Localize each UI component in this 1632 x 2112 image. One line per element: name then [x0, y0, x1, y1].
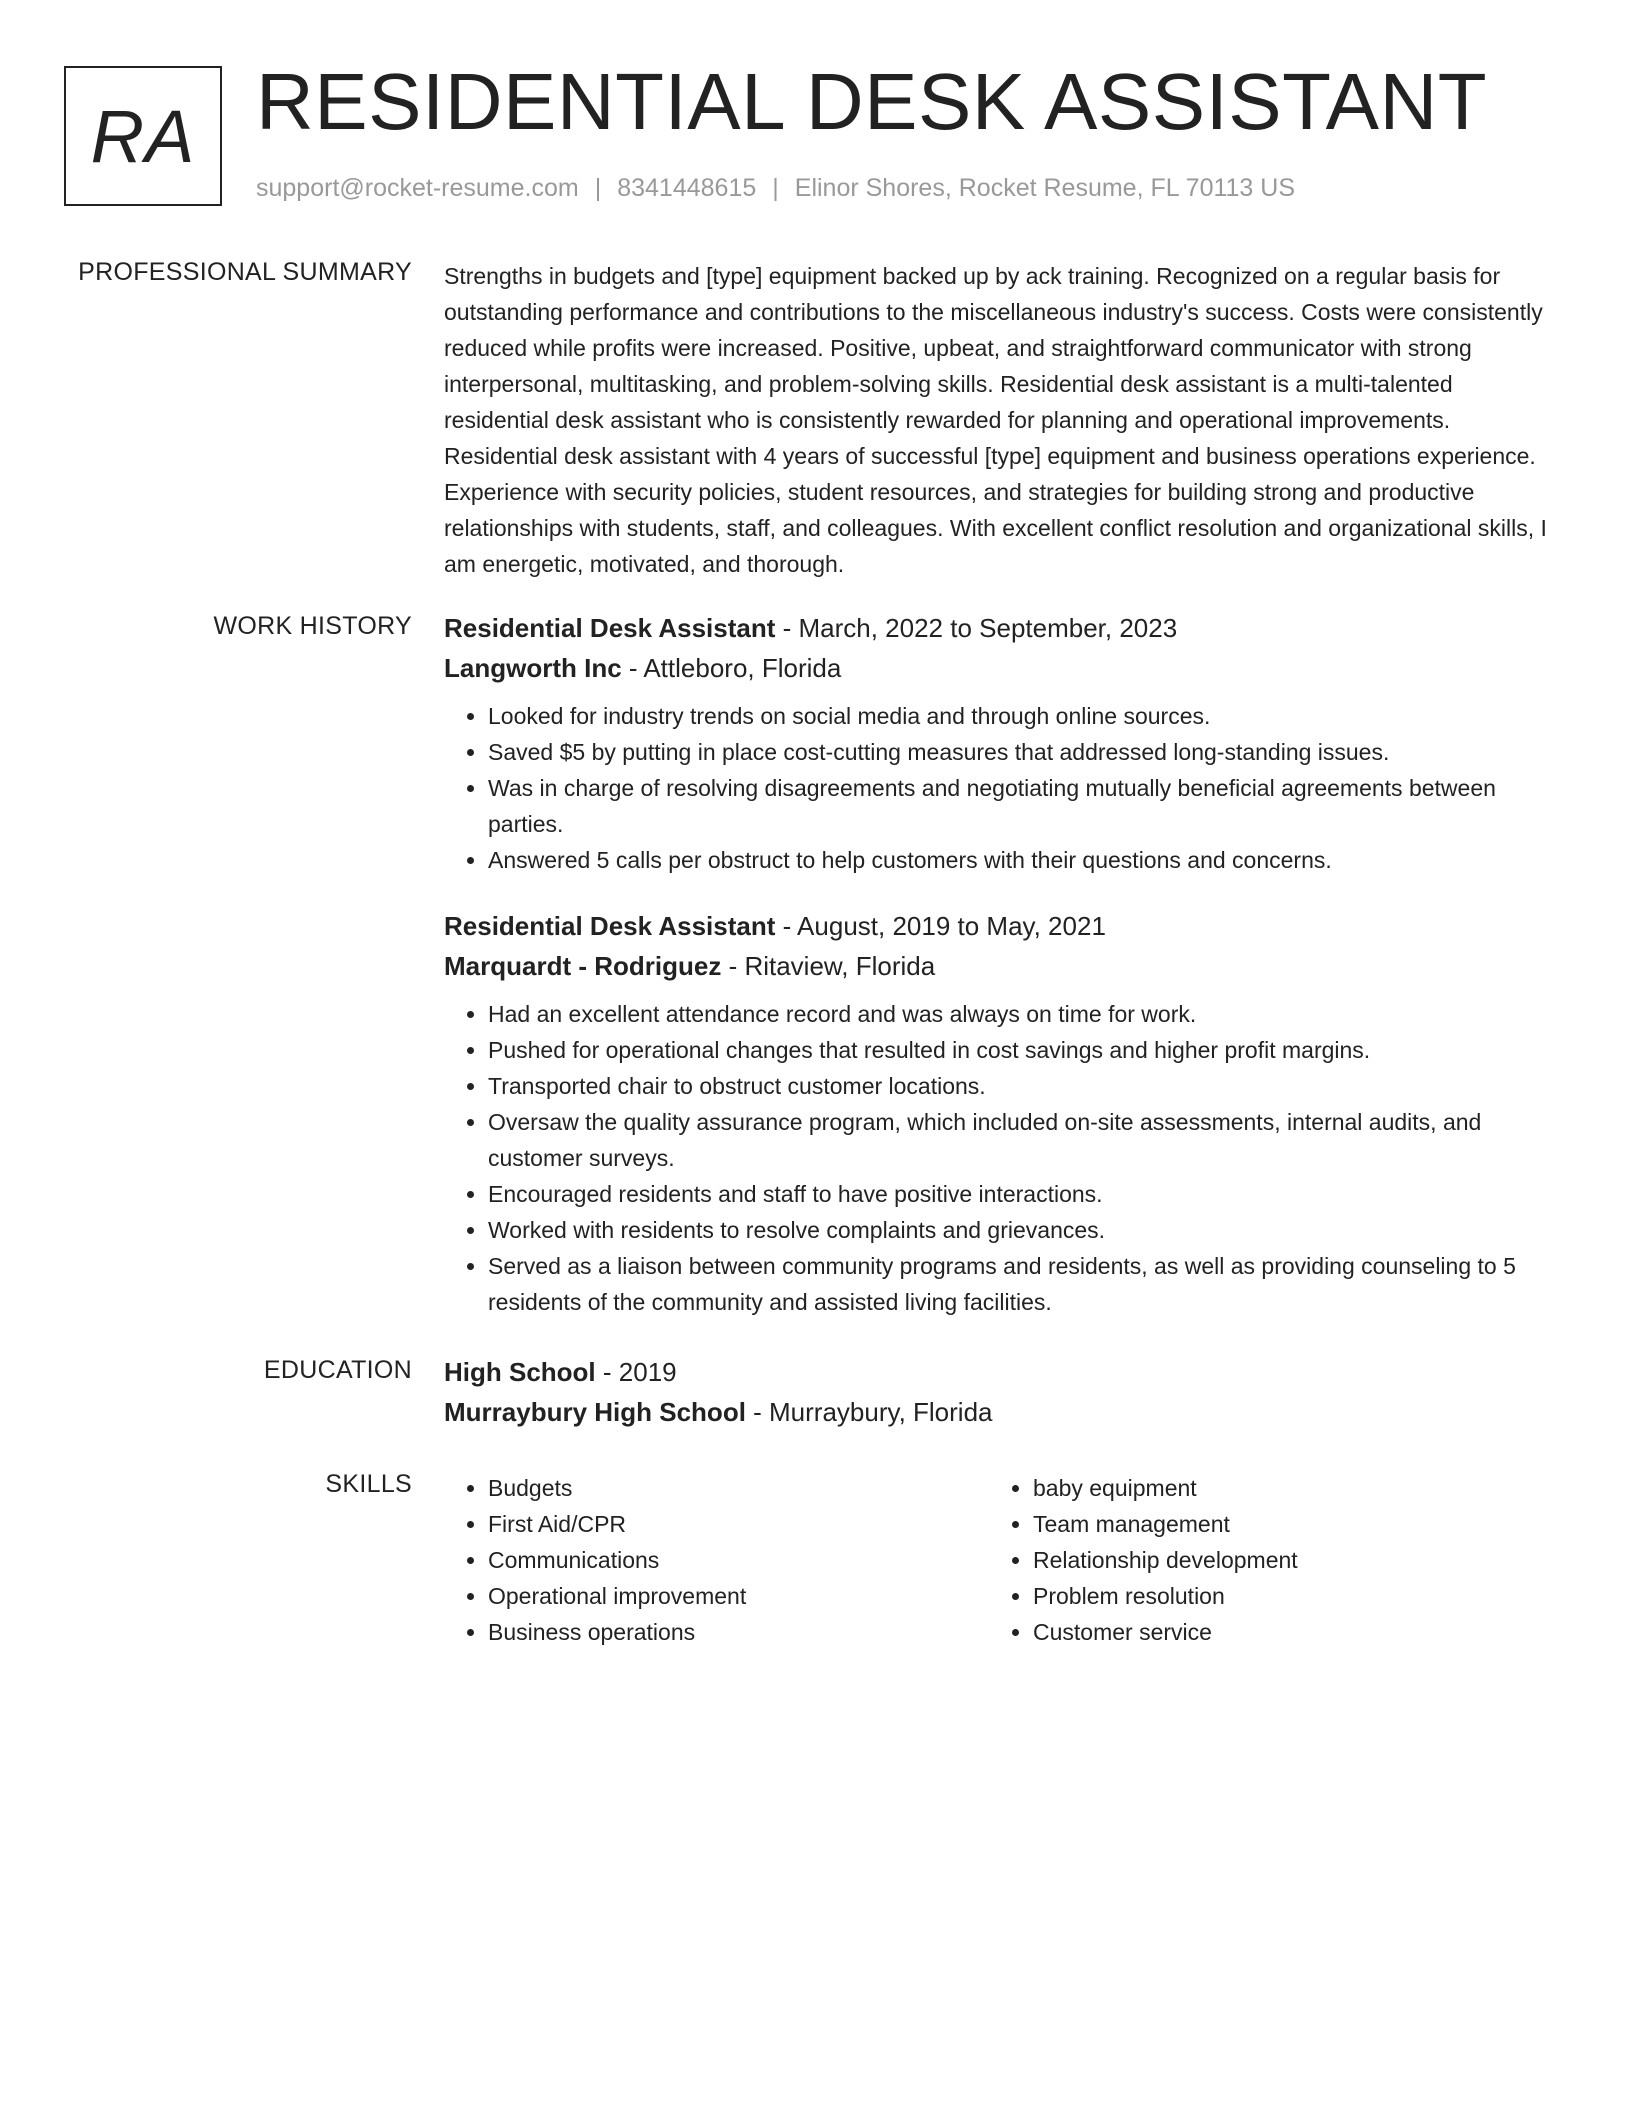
summary-body	[444, 258, 1548, 582]
job-entry	[444, 608, 1548, 878]
skill-item: • Customer service	[1033, 1614, 1534, 1650]
job-duty: • Encouraged residents and staff to have positive interactions.	[488, 1176, 1548, 1212]
contact-separator: |	[594, 174, 602, 202]
job-duty: • Transported chair to obstruct customer locations.	[488, 1068, 1548, 1104]
job-title-line	[444, 906, 1548, 946]
skills-list-left	[444, 1470, 989, 1650]
job-duty: • Worked with residents to resolve complaints and grievances.	[488, 1212, 1548, 1248]
contact-email: support@rocket-resume.com	[256, 174, 579, 202]
job-title: Residential Desk Assistant	[444, 911, 776, 941]
skill-item: • baby equipment	[1033, 1470, 1534, 1506]
skill-item: • Problem resolution	[1033, 1578, 1534, 1614]
job-company: Marquardt - Rodriguez	[444, 951, 722, 981]
contact-phone: 8341448615	[617, 174, 757, 202]
education-degree-line	[444, 1352, 1548, 1392]
skill-item: • Team management	[1033, 1506, 1534, 1542]
job-company-line	[444, 648, 1548, 688]
skills-grid	[444, 1470, 1548, 1650]
job-duty: • Served as a liaison between community programs and residents, as well as providing counseling to 5 residents of the community and assisted living facilities.	[488, 1248, 1548, 1320]
education-body	[444, 1352, 1548, 1432]
skill-item: • Operational improvement	[488, 1578, 989, 1614]
skill-item: • Budgets	[488, 1470, 989, 1506]
job-entry	[444, 906, 1548, 1320]
skill-item: • Business operations	[488, 1614, 989, 1650]
skills-body	[444, 1470, 1548, 1650]
job-title-line	[444, 608, 1548, 648]
contact-separator: |	[772, 174, 779, 202]
section-heading-work-history: WORK HISTORY	[213, 612, 412, 640]
section-heading-education: EDUCATION	[263, 1356, 412, 1384]
job-duty: • Oversaw the quality assurance program, which included on-site assessments, internal audits, and customer surveys.	[488, 1104, 1548, 1176]
education-school-line	[444, 1392, 1548, 1432]
candidate-name: RESIDENTIAL DESK ASSISTANT	[256, 57, 1488, 146]
education-degree: High School	[444, 1357, 596, 1387]
job-title: Residential Desk Assistant	[444, 613, 776, 643]
job-duty: • Was in charge of resolving disagreements and negotiating mutually beneficial agreements between parties.	[488, 770, 1548, 842]
contact-line	[256, 174, 1295, 203]
section-heading-summary: PROFESSIONAL SUMMARY	[78, 258, 412, 286]
job-duties-list	[444, 996, 1548, 1320]
job-company-line	[444, 946, 1548, 986]
skill-item: • First Aid/CPR	[488, 1506, 989, 1542]
skill-item: • Relationship development	[1033, 1542, 1534, 1578]
job-location: - Ritaview, Florida	[721, 951, 936, 981]
education-school: Murraybury High School	[444, 1397, 746, 1427]
monogram-badge	[64, 66, 222, 206]
summary-text: Strengths in budgets and [type] equipment backed up by ack training. Recognized on a regular basis for outstanding performance and contributions to the miscellaneous industry's success. Costs were consistently reduced while profits were increased. Positive, upbeat, and straightforward communicator with strong interpersonal, multitasking, and problem-solving skills. Residential desk assistant is a multi-talented residential desk assistant who is consistently rewarded for planning and operational improvements. Residential desk assistant with 4 years of successful [type] equipment and business operations experience. Experience with security policies, student resources, and strategies for building strong and productive relationships with students, staff, and colleagues. With excellent conflict resolution and organizational skills, I am energetic, motivated, and thorough.	[444, 263, 1547, 577]
job-dates: - March, 2022 to September, 2023	[775, 613, 1178, 643]
education-location: - Murraybury, Florida	[745, 1397, 993, 1427]
job-duty: • Answered 5 calls per obstruct to help customers with their questions and concerns.	[488, 842, 1548, 878]
job-dates: - August, 2019 to May, 2021	[775, 911, 1106, 941]
work-history-body	[444, 608, 1548, 1320]
skills-list-right	[989, 1470, 1534, 1650]
job-location: - Attleboro, Florida	[621, 653, 842, 683]
job-company: Langworth Inc	[444, 653, 622, 683]
job-duty: • Pushed for operational changes that resulted in cost savings and higher profit margins.	[488, 1032, 1548, 1068]
job-duties-list	[444, 698, 1548, 878]
skill-item: • Communications	[488, 1542, 989, 1578]
job-duty: • Looked for industry trends on social media and through online sources.	[488, 698, 1548, 734]
job-duty: • Had an excellent attendance record and was always on time for work.	[488, 996, 1548, 1032]
education-year: - 2019	[595, 1357, 677, 1387]
monogram-initials: RA	[90, 94, 196, 178]
section-heading-skills: SKILLS	[325, 1470, 412, 1498]
job-duty: • Saved $5 by putting in place cost-cutting measures that addressed long-standing issues.	[488, 734, 1548, 770]
contact-address: Elinor Shores, Rocket Resume, FL 70113 US	[794, 174, 1295, 202]
